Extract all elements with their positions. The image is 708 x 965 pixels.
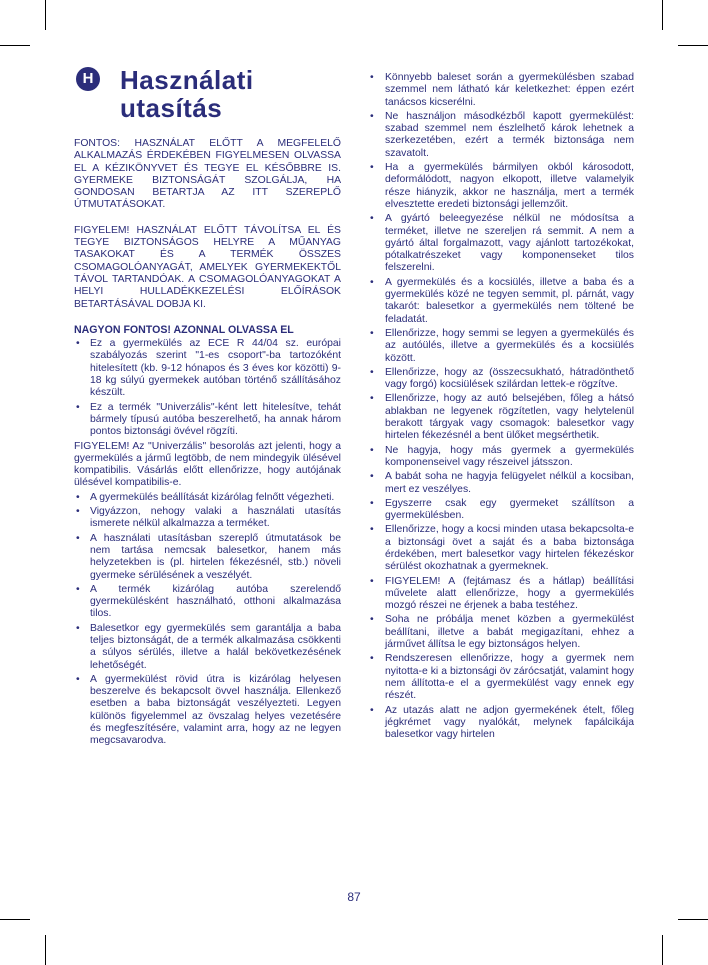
list-item: • Ha a gyermekülés bármilyen okból károsodott, deformálódott, nagyon elkopott, illetve valamelyik része hiányzik, akkor ne használja, mert a termék elvesztette eredeti biztonsági jellemzőit. bbox=[368, 162, 634, 211]
crop-mark bbox=[0, 45, 30, 46]
list-item: • Ellenőrizze, hogy a kocsi minden utasa bekapcsolta-e a biztonsági övet a saját és a baba biztonsága érdekében, mert balesetkor vagy hirtelen fékezéskor sérülést okozhatnak a gyermeknek. bbox=[368, 524, 634, 573]
list-item: • Ellenőrizze, hogy semmi se legyen a gyermekülés és az autóülés, illetve a gyermekülés és a kocsiülés között. bbox=[368, 328, 634, 365]
list-item: • Egyszerre csak egy gyermeket szállítson a gyermekülésben. bbox=[368, 498, 634, 523]
right-column bbox=[368, 72, 634, 743]
crop-mark bbox=[678, 45, 708, 46]
list-item: • A gyermekülés és a kocsiülés, illetve a baba és a gyermekülés közé ne tegyen semmit, pl. párnát, vagy takarót: balesetkor a gyermekülés nem töltené be feladatát. bbox=[368, 277, 634, 326]
list-item: • A babát soha ne hagyja felügyelet nélkül a kocsiban, mert ez veszélyes. bbox=[368, 471, 634, 496]
list-item: • Rendszeresen ellenőrizze, hogy a gyermek nem nyitotta-e ki a biztonsági öv zárócsatját, valamint hogy nem állította-e el a gyermekülést vagy ennek egy részét. bbox=[368, 653, 634, 702]
list-item: • Ne használjon másodkézből kapott gyermekülést: szabad szemmel nem észlelhető károk lehetnek a szerkezetében, ezért a termék biztonsága nem szavatolt. bbox=[368, 111, 634, 160]
universal-warning-paragraph: FIGYELEM! Az "Univerzális" besorolás azt jelenti, hogy a gyermekülés a jármű legtöbb, de nem mindegyik ülésével kompatibilis. Vásárlás előtt ellenőrizze, hogy autójának ülésével kompatibilis-e. bbox=[74, 440, 341, 489]
crop-mark bbox=[662, 935, 663, 965]
important-notice-paragraph: FONTOS: HASZNÁLAT ELŐTT A MEGFELELŐ ALKALMAZÁS ÉRDEKÉBEN FIGYELMESEN OLVASSA EL A KÉZIKÖNYVET ÉS TEGYE EL KÉSŐBBRE IS. GYERMEKE BIZTONSÁGÁT SZOLGÁLJA, HA GONDOSAN BETARTJA AZ ITT SZEREPLŐ ÚTMUTATÁSOKAT. bbox=[74, 138, 341, 211]
list-item: • Ez a termék "Univerzális"-ként lett hitelesítve, tehát bármely típusú autóba beszerelhető, ha annak három pontos biztonsági övével rögzíti. bbox=[74, 402, 341, 439]
warning-packaging-paragraph: FIGYELEM! HASZNÁLAT ELŐTT TÁVOLÍTSA EL ÉS TEGYE BIZTONSÁGOS HELYRE A MŰANYAG TASAKOKAT ÉS A TERMÉK ÖSSZES CSOMAGOLÓANYAGÁT, AMELYEK GYERMEKEKTŐL TÁVOL TARTANDÓAK. A CSOMAGOLÓANYAGOKAT A HELYI HULLADÉKKEZELÉSI ELŐÍRÁSOK BETARTÁSÁVAL DOBJA KI. bbox=[74, 224, 341, 310]
list-item: • Ellenőrizze, hogy az autó belsejében, főleg a hátsó ablakban ne legyenek rögzítetlen, vagy helytelenül berakott tárgyak vagy csomagok: balesetkor vagy hirtelen fékezésnél a bent ülőket megsérthetik. bbox=[368, 393, 634, 442]
list-item: • Ne hagyja, hogy más gyermek a gyermekülés komponenseivel vagy részeivel játsszon. bbox=[368, 445, 634, 470]
crop-mark bbox=[45, 935, 46, 965]
left-column bbox=[74, 138, 341, 750]
language-badge: H bbox=[76, 67, 100, 91]
list-item: • Ellenőrizze, hogy az (összecsukható, hátradönthető vagy forgó) kocsiülések szilárdan lettek-e rögzítve. bbox=[368, 367, 634, 392]
list-item: • A termék kizárólag autóba szerelendő gyermekülésként használható, otthoni alkalmazása tilos. bbox=[74, 584, 341, 621]
page-number: 87 bbox=[347, 890, 361, 904]
list-item: • Soha ne próbálja menet közben a gyermekülést beállítani, illetve a babát megigazítani, ehhez a járművet állítsa le egy biztonságos helyen. bbox=[368, 614, 634, 651]
list-item: • A használati utasításban szereplő útmutatások be nem tartása nemcsak balesetkor, hanem más helyzetekben is (pl. hirtelen fékezésnél, stb.) növeli gyermeke sérülésének a veszélyét. bbox=[74, 533, 341, 582]
list-item: • Az utazás alatt ne adjon gyermekének ételt, főleg jégkrémet vagy nyalókát, melynek fapálcikája balesetkor vagy hirtelen bbox=[368, 705, 634, 742]
crop-mark bbox=[45, 0, 46, 30]
bullet-list bbox=[74, 492, 341, 748]
crop-mark bbox=[662, 0, 663, 30]
list-item: • Ez a gyermekülés az ECE R 44/04 sz. európai szabályozás szerint "1-es csoport"-ba tartozóként hitelesített (kb. 9-12 hónapos és 3 éves kor közötti) 9-18 kg súlyú gyermekek autóban történő szállításához készült. bbox=[74, 338, 341, 399]
list-item: • Vigyázzon, nehogy valaki a használati utasítás ismerete nélkül alkalmazza a terméket. bbox=[74, 506, 341, 531]
bullet-list bbox=[368, 72, 634, 741]
bullet-list bbox=[74, 338, 341, 438]
crop-mark bbox=[0, 919, 30, 920]
list-item: • A gyártó beleegyezése nélkül ne módosítsa a terméket, illetve ne szereljen rá semmit. A nem a gyártó által forgalmazott, vagy ajánlott tartozékokat, pótalkatrészeket vagy komponenseket tilos felszerelni. bbox=[368, 213, 634, 274]
crop-mark bbox=[678, 919, 708, 920]
list-item: • FIGYELEM! A (fejtámasz és a hátlap) beállítási művelete alatt ellenőrizze, hogy a gyermekülés mozgó részei ne érjenek a baba testéhez. bbox=[368, 576, 634, 613]
list-item: • Balesetkor egy gyermekülés sem garantálja a baba teljes biztonságát, de a termék alkalmazása csökkenti a súlyos sérülés, illetve a halál bekövetkezésének lehetőségét. bbox=[74, 623, 341, 672]
list-item: • A gyermekülést rövid útra is kizárólag helyesen beszerelve és bekapcsolt övvel használja. Ellenkező esetben a baba biztonságát veszélyezteti. Legyen különös figyelemmel az övszalag helyes vezetésére és megfeszítésére, valamint arra, hogy az ne legyen megcsavarodva. bbox=[74, 674, 341, 748]
section-heading: NAGYON FONTOS! AZONNAL OLVASSA EL bbox=[74, 323, 294, 336]
list-item: • Könnyebb baleset során a gyermekülésben szabad szemmel nem látható kár keletkezhet: éppen ezért tanácsos kicserélni. bbox=[368, 72, 634, 109]
list-item: • A gyermekülés beállítását kizárólag felnőtt végezheti. bbox=[74, 492, 341, 504]
page-title: Használati utasítás bbox=[120, 65, 254, 123]
